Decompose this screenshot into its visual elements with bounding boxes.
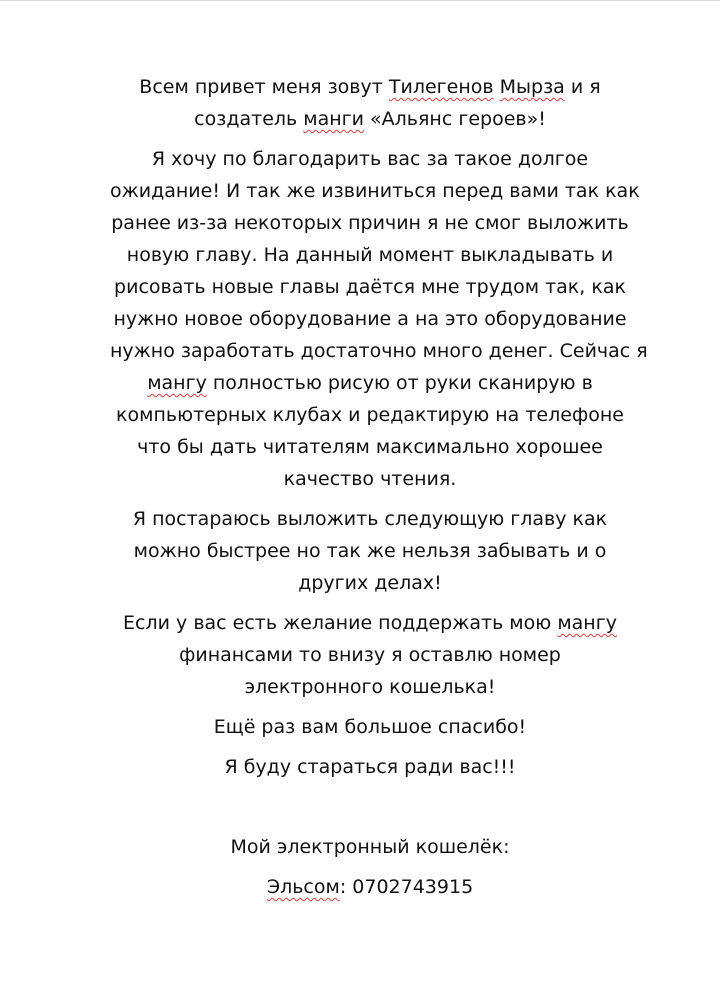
spell-flagged-word: Мырза bbox=[499, 76, 565, 98]
paragraph-promise bbox=[110, 751, 630, 783]
letter-body bbox=[110, 71, 648, 911]
text-line: можно быстрее но так же нельзя забывать и о bbox=[133, 540, 607, 562]
text-line: Ещё раз вам большое спасибо! bbox=[213, 716, 527, 738]
text-line: других делах! bbox=[298, 572, 442, 594]
text-line: ранее из-за некоторых причин я не смог выложить bbox=[111, 212, 629, 234]
text-line: Я постараюсь выложить следующую главу как bbox=[132, 508, 608, 530]
text-line: нужно новое оборудование а на это оборудование bbox=[113, 308, 627, 330]
text-line: мангу полностью рисую от руки сканирую в bbox=[147, 372, 593, 394]
blank-space bbox=[110, 791, 630, 831]
wallet-label: Эльсом bbox=[266, 876, 340, 898]
spell-flagged-word: манги bbox=[303, 108, 364, 130]
text-line: Я буду стараться ради вас!!! bbox=[224, 756, 516, 778]
paragraph-next-chapter bbox=[110, 503, 630, 599]
text-line: ожидание! И так же извиниться перед вами так как bbox=[110, 180, 640, 202]
text-line: создатель манги «Альянс героев»! bbox=[194, 108, 546, 130]
text-line: что бы дать читателям максимально хорошее bbox=[137, 436, 603, 458]
text-line: компьютерных клубах и редактирую на телефоне bbox=[116, 404, 624, 426]
paragraph-greeting bbox=[110, 71, 630, 135]
spell-flagged-word: мангу bbox=[147, 372, 207, 394]
paragraph-thanks bbox=[110, 143, 648, 495]
wallet-heading: Мой электронный кошелёк: bbox=[230, 836, 510, 858]
wallet-line: Эльсом: 0702743915 bbox=[266, 876, 474, 898]
text-line: новую главу. На данный момент выкладывать и bbox=[126, 244, 614, 266]
text-line: Я хочу по благодарить вас за такое долгое bbox=[151, 148, 589, 170]
text-line: рисовать новые главы даётся мне трудом так, как bbox=[114, 276, 626, 298]
paragraph-wallet bbox=[110, 871, 630, 903]
spell-flagged-word: Тилегенов bbox=[388, 76, 494, 98]
wallet-number: 0702743915 bbox=[352, 876, 474, 898]
text-line: качество чтения. bbox=[283, 468, 457, 490]
text-line: Если у вас есть желание поддержать мою мангу bbox=[123, 612, 617, 634]
text-line: финансами то внизу я оставлю номер bbox=[179, 644, 561, 666]
paragraph-wallet-heading bbox=[110, 831, 630, 863]
text-line: Всем привет меня зовут Тилегенов Мырза и я bbox=[139, 76, 601, 98]
text-line: нужно заработать достаточно много денег. Сейчас я bbox=[110, 340, 648, 362]
paragraph-thank-you bbox=[110, 711, 630, 743]
paragraph-support bbox=[110, 607, 630, 703]
spell-flagged-word: мангу bbox=[557, 612, 617, 634]
text-line: электронного кошелька! bbox=[244, 676, 496, 698]
